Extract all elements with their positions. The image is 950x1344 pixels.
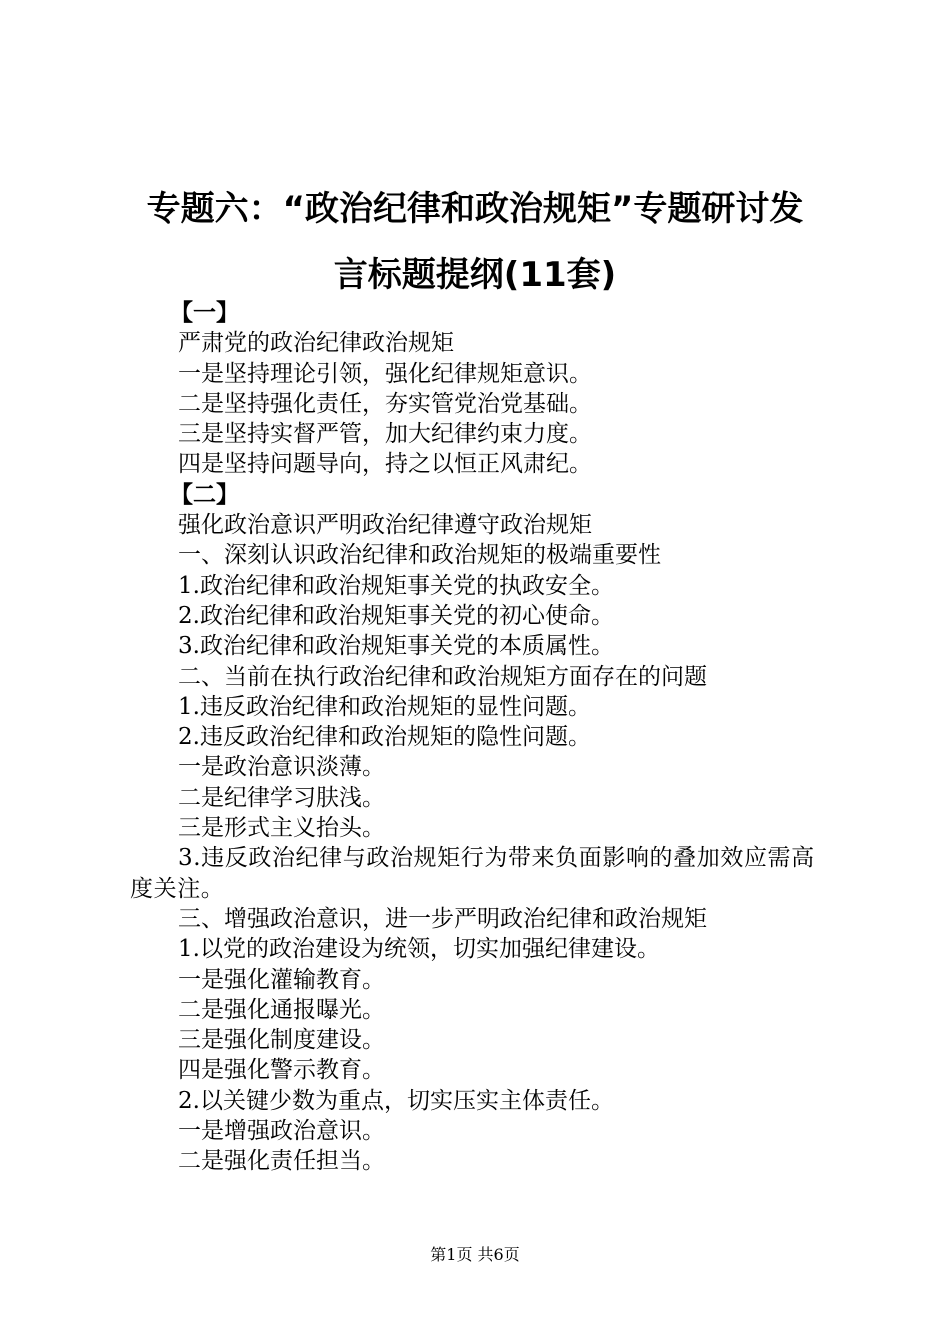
paragraph: 二、当前在执行政治纪律和政治规矩方面存在的问题 <box>178 663 707 690</box>
title-line-2: 言标题提纲(11套) <box>333 255 617 295</box>
title-line-1: 专题六：“政治纪律和政治规矩”专题研讨发 <box>146 189 804 229</box>
paragraph: 强化政治意识严明政治纪律遵守政治规矩 <box>178 512 592 539</box>
paragraph: 一是强化灌输教育。 <box>178 966 385 993</box>
paragraph: 一、深刻认识政治纪律和政治规矩的极端重要性 <box>178 542 661 569</box>
paragraph: 四是强化警示教育。 <box>178 1057 385 1084</box>
paragraph: 严肃党的政治纪律政治规矩 <box>178 330 454 357</box>
paragraph: 1.违反政治纪律和政治规矩的显性问题。 <box>178 693 591 720</box>
page-number: 第1页 共6页 <box>430 1245 520 1264</box>
paragraph: 二是强化通报曝光。 <box>178 996 385 1023</box>
paragraph: 二是纪律学习肤浅。 <box>178 784 385 811</box>
paragraph: 三是强化制度建设。 <box>178 1027 385 1054</box>
paragraph: 二是坚持强化责任，夯实管党治党基础。 <box>178 390 592 417</box>
paragraph: 2.以关键少数为重点，切实压实主体责任。 <box>178 1087 614 1114</box>
paragraph: 2.政治纪律和政治规矩事关党的初心使命。 <box>178 602 614 629</box>
document-title <box>110 176 840 308</box>
paragraph: 三是形式主义抬头。 <box>178 815 385 842</box>
paragraph: 一是增强政治意识。 <box>178 1118 385 1145</box>
paragraph: 一是政治意识淡薄。 <box>178 754 385 781</box>
paragraph: 2.违反政治纪律和政治规矩的隐性问题。 <box>178 724 591 751</box>
section-marker-1: 【一】 <box>170 300 239 326</box>
paragraph: 1.政治纪律和政治规矩事关党的执政安全。 <box>178 572 614 599</box>
paragraph: 一是坚持理论引领，强化纪律规矩意识。 <box>178 360 592 387</box>
section-marker-2: 【二】 <box>170 481 239 508</box>
paragraph: 三、增强政治意识，进一步严明政治纪律和政治规矩 <box>178 905 707 932</box>
paragraph: 二是强化责任担当。 <box>178 1148 385 1175</box>
paragraph: 三是坚持实督严管，加大纪律约束力度。 <box>178 421 592 448</box>
paragraph: 四是坚持问题导向，持之以恒正风肃纪。 <box>178 451 592 478</box>
document-body <box>130 298 835 1177</box>
paragraph: 3.政治纪律和政治规矩事关党的本质属性。 <box>178 633 614 660</box>
page-footer <box>0 1242 950 1265</box>
wrapped-paragraph: 3.违反政治纪律与政治规矩行为带来负面影响的叠加效应需高度关注。 <box>130 845 815 902</box>
paragraph: 1.以党的政治建设为统领，切实加强纪律建设。 <box>178 936 660 963</box>
